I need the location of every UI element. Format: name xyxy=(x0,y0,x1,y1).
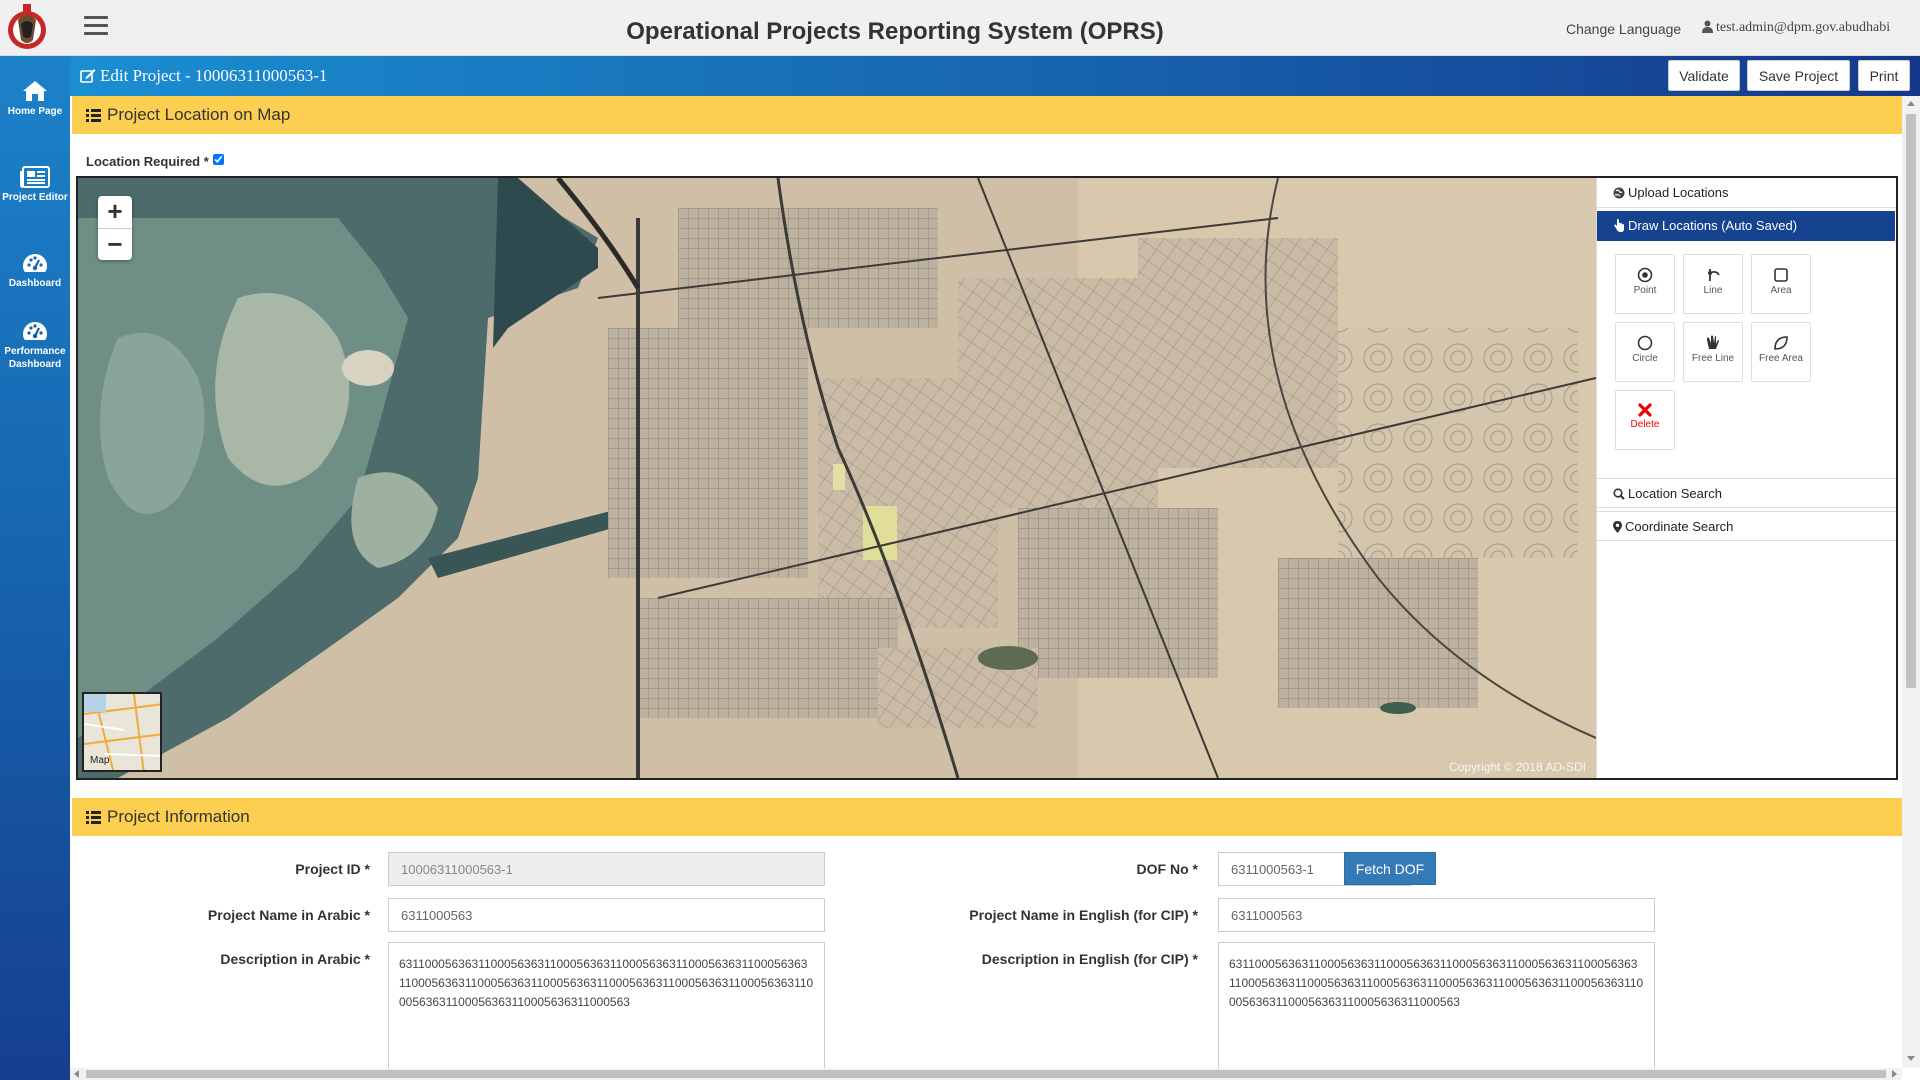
map-section-title: Project Location on Map xyxy=(107,105,291,124)
project-name-english-label: Project Name in English (for CIP) * xyxy=(969,907,1198,923)
hand-icon xyxy=(1704,335,1722,351)
location-search-label: Location Search xyxy=(1628,486,1722,501)
edit-project-title-text: Edit Project - 10006311000563-1 xyxy=(100,66,328,85)
fetch-dof-button[interactable]: Fetch DOF xyxy=(1344,852,1436,885)
print-button[interactable]: Print xyxy=(1858,60,1910,91)
zoom-in-button[interactable]: + xyxy=(107,196,123,226)
zoom-out-button[interactable]: − xyxy=(98,228,132,260)
description-arabic-label: Description in Arabic * xyxy=(220,951,370,967)
home-icon xyxy=(22,80,48,102)
draw-circle-button[interactable] xyxy=(1615,322,1675,382)
scroll-right-icon[interactable] xyxy=(1892,1070,1897,1078)
zoom-control xyxy=(98,196,132,260)
user-email: test.admin@dpm.gov.abudhabi xyxy=(1716,20,1891,35)
map-copyright: Copyright © 2018 AD-SDI xyxy=(1449,760,1586,774)
globe-icon xyxy=(1613,187,1625,199)
change-language-link[interactable]: Change Language xyxy=(1566,21,1682,37)
draw-locations-tab[interactable] xyxy=(1597,211,1895,241)
sidebar-item-label: Dashboard xyxy=(8,278,62,289)
sidebar-item-label: Performance Dashboard xyxy=(4,346,66,370)
save-project-button[interactable]: Save Project xyxy=(1747,60,1850,91)
draw-area-label: Area xyxy=(1770,285,1792,296)
user-icon xyxy=(1702,20,1713,33)
location-search-tab[interactable] xyxy=(1597,478,1897,508)
leaf-icon xyxy=(1773,335,1789,351)
location-required-label: Location Required * xyxy=(86,154,209,169)
search-icon xyxy=(1613,488,1625,500)
coordinate-search-label: Coordinate Search xyxy=(1625,519,1734,534)
draw-line-label: Line xyxy=(1703,285,1723,296)
draw-locations-label: Draw Locations (Auto Saved) xyxy=(1628,218,1798,233)
square-icon xyxy=(1773,267,1789,283)
draw-free-area-button[interactable] xyxy=(1751,322,1811,382)
point-icon xyxy=(1637,267,1653,283)
scroll-down-icon[interactable] xyxy=(1907,1056,1915,1061)
newspaper-icon xyxy=(20,166,50,188)
vertical-scrollbar[interactable] xyxy=(1902,96,1920,1068)
hand-pointer-icon xyxy=(1613,219,1625,232)
upload-locations-tab[interactable] xyxy=(1597,178,1897,208)
dof-no-label: DOF No * xyxy=(1136,861,1198,877)
description-english-label: Description in English (for CIP) * xyxy=(981,951,1198,967)
basemap-label: Map xyxy=(90,755,110,766)
project-name-arabic-label: Project Name in Arabic * xyxy=(207,907,370,923)
project-name-english-field[interactable] xyxy=(1218,898,1655,932)
project-id-label: Project ID * xyxy=(295,861,370,877)
location-required-checkbox[interactable] xyxy=(213,154,224,165)
draw-free-line-button[interactable] xyxy=(1683,322,1743,382)
dashboard-icon xyxy=(21,320,49,342)
app-title: Operational Projects Reporting System (OPRS) xyxy=(626,18,1164,45)
project-info-header xyxy=(72,798,1902,836)
dashboard-icon xyxy=(21,252,49,274)
draw-point-label: Point xyxy=(1633,285,1657,296)
list-icon xyxy=(86,109,101,122)
description-english-field[interactable] xyxy=(1218,942,1655,1068)
edit-project-bar xyxy=(70,56,1920,96)
coordinate-search-tab[interactable] xyxy=(1597,511,1897,541)
delete-drawing-button[interactable] xyxy=(1615,390,1675,450)
project-id-field[interactable] xyxy=(388,852,825,886)
sidebar-item-project-editor[interactable] xyxy=(0,166,70,204)
location-required xyxy=(86,154,224,169)
delete-drawing-label: Delete xyxy=(1630,419,1660,430)
draw-line-button[interactable] xyxy=(1683,254,1743,314)
map-canvas[interactable] xyxy=(78,178,1596,778)
sidebar-item-label: Project Editor xyxy=(2,192,68,203)
description-arabic-field[interactable] xyxy=(388,942,825,1068)
close-icon xyxy=(1638,403,1652,417)
sidebar-item-performance-dashboard[interactable] xyxy=(0,320,70,371)
sidebar xyxy=(0,56,70,1080)
project-info-title: Project Information xyxy=(107,807,250,826)
draw-point-button[interactable] xyxy=(1615,254,1675,314)
edit-icon xyxy=(80,68,96,83)
horizontal-scroll-thumb[interactable] xyxy=(86,1070,1886,1078)
upload-locations-label: Upload Locations xyxy=(1628,185,1729,200)
map-section-header xyxy=(72,96,1902,134)
edit-project-title xyxy=(80,66,327,86)
satellite-imagery xyxy=(78,178,1596,778)
map-marker-icon xyxy=(1613,521,1622,533)
project-name-arabic-field[interactable] xyxy=(388,898,825,932)
sidebar-item-home[interactable] xyxy=(0,80,70,118)
draw-circle-label: Circle xyxy=(1632,353,1658,364)
circle-icon xyxy=(1637,335,1653,351)
map-container xyxy=(76,176,1898,780)
scroll-left-icon[interactable] xyxy=(74,1070,79,1078)
vertical-scroll-thumb[interactable] xyxy=(1906,114,1916,688)
line-icon xyxy=(1704,267,1722,283)
validate-button[interactable]: Validate xyxy=(1668,60,1740,91)
main-content xyxy=(70,96,1902,1068)
draw-area-button[interactable] xyxy=(1751,254,1811,314)
top-header xyxy=(0,0,1920,56)
map-tools-panel xyxy=(1596,178,1896,778)
sidebar-item-dashboard[interactable] xyxy=(0,252,70,290)
scroll-up-icon[interactable] xyxy=(1907,101,1915,106)
user-account[interactable] xyxy=(1702,20,1890,36)
draw-free-area-label: Free Area xyxy=(1759,353,1803,364)
list-icon xyxy=(86,811,101,824)
horizontal-scrollbar[interactable] xyxy=(70,1068,1902,1080)
sidebar-item-label: Home Page xyxy=(7,106,63,117)
draw-free-line-label: Free Line xyxy=(1691,353,1735,364)
basemap-toggle[interactable] xyxy=(82,692,162,772)
